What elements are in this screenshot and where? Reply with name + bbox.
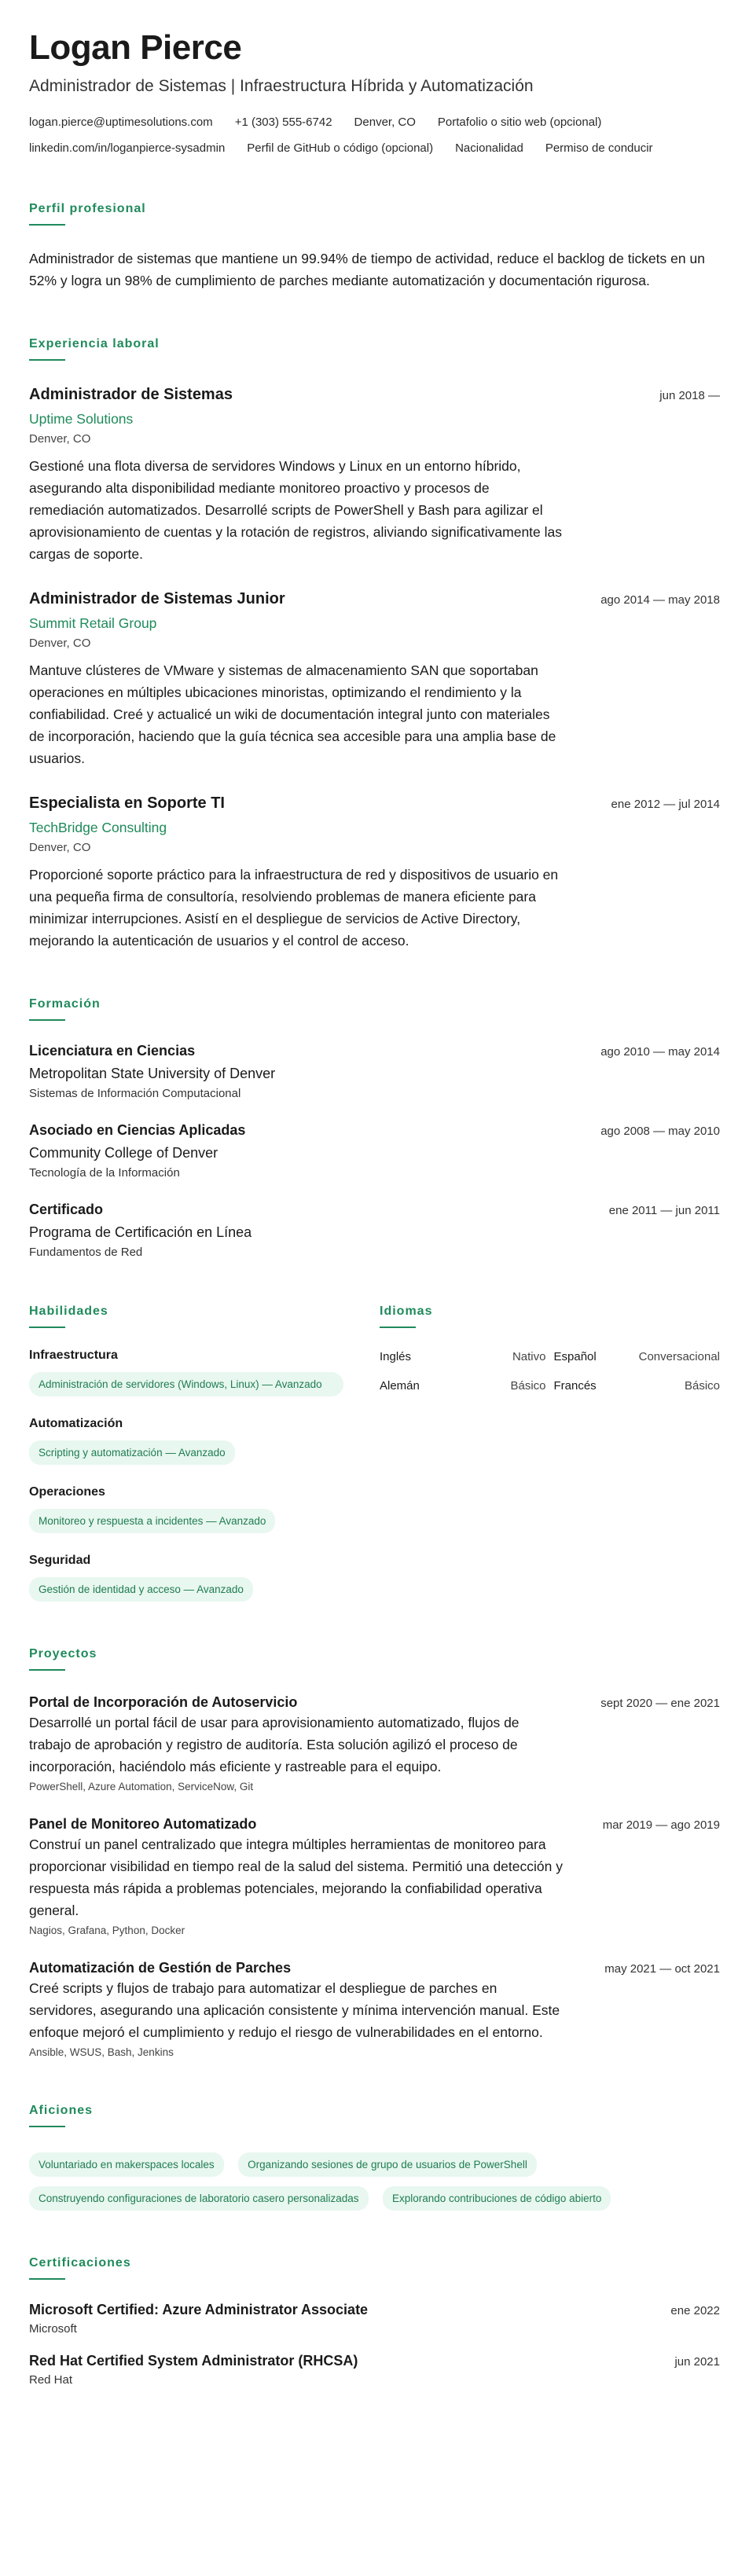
section-experience xyxy=(29,337,720,952)
hobby-pill: Organizando sesiones de grupo de usuarios de PowerShell xyxy=(238,2152,537,2177)
certification-issuer: Red Hat xyxy=(29,2373,73,2387)
language-level: Básico xyxy=(510,1379,546,1393)
job-title: Administrador de Sistemas Junior xyxy=(29,590,285,607)
project-title: Automatización de Gestión de Parches xyxy=(29,1960,292,1976)
project-tech: PowerShell, Azure Automation, ServiceNow, Git xyxy=(29,1781,254,1793)
language-name: Inglés xyxy=(380,1350,412,1363)
language-level: Básico xyxy=(684,1379,720,1393)
skill-pill: Administración de servidores (Windows, Linux) — Avanzado xyxy=(29,1372,343,1396)
section-hobbies xyxy=(29,2104,720,2211)
contact-github[interactable]: Perfil de GitHub o código (opcional) xyxy=(247,141,434,155)
section-divider xyxy=(29,359,65,361)
education-school: Metropolitan State University of Denver xyxy=(29,1066,276,1081)
certification-name: Red Hat Certified System Administrator (RHCSA) xyxy=(29,2353,358,2369)
job-company: Uptime Solutions xyxy=(29,411,134,427)
contact-nationality: Nacionalidad xyxy=(455,141,523,155)
section-divider xyxy=(29,224,65,226)
project-description: Creé scripts y flujos de trabajo para automatizar el despliegue de parches en servidores, asegurando una aplicación consistente y mínima intervención manual. Este enfoque mejoró el cumplimiento y redujo el riesgo de vulnerabilidades en el entorno. xyxy=(29,1980,560,2040)
section-languages xyxy=(380,1259,720,1602)
job-description: Proporcioné soporte práctico para la infraestructura de red y dispositivos de usuario en una pequeña firma de consultoría, resolviendo problemas de manera eficiente para minimizar interrupciones. Asistí en el despliegue de servicios de Active Directory, mejorando la autenticación de usuarios y el control de acceso. xyxy=(29,867,559,949)
job-location: Denver, CO xyxy=(29,841,91,854)
certification-entry xyxy=(29,2353,720,2387)
section-summary xyxy=(29,202,720,292)
section-title: Experiencia laboral xyxy=(29,337,160,350)
language-item xyxy=(380,1350,546,1363)
project-dates: sept 2020 — ene 2021 xyxy=(600,1697,720,1710)
project-description: Construí un panel centralizado que integra múltiples herramientas de monitoreo para proporcionar visibilidad en tiempo real de la salud del sistema. Permitió una detección y respuesta más rápida a problemas potenciales, mejorando la confiabilidad operativa general. xyxy=(29,1837,563,1918)
section-skills xyxy=(29,1259,351,1602)
job-title: Especialista en Soporte TI xyxy=(29,794,225,812)
project-entry xyxy=(29,1815,720,1936)
language-item xyxy=(554,1379,721,1393)
project-dates: mar 2019 — ago 2019 xyxy=(602,1818,720,1832)
job-company: TechBridge Consulting xyxy=(29,820,167,835)
job-dates: ago 2014 — may 2018 xyxy=(600,593,720,607)
contact-phone[interactable]: +1 (303) 555-6742 xyxy=(234,116,332,129)
section-certifications xyxy=(29,2256,720,2387)
section-divider xyxy=(29,1327,65,1328)
education-entry xyxy=(29,1200,720,1259)
language-level: Nativo xyxy=(512,1350,546,1363)
contact-portfolio[interactable]: Portafolio o sitio web (opcional) xyxy=(437,116,602,129)
education-dates: ene 2011 — jun 2011 xyxy=(608,1204,720,1217)
job-dates: jun 2018 — xyxy=(659,389,720,402)
education-school: Programa de Certificación en Línea xyxy=(29,1224,252,1240)
education-dates: ago 2010 — may 2014 xyxy=(600,1045,720,1059)
education-field: Tecnología de la Información xyxy=(29,1166,180,1180)
section-education xyxy=(29,997,720,1259)
header xyxy=(29,28,720,156)
section-divider xyxy=(29,2278,65,2280)
job-entry xyxy=(29,384,720,565)
section-title: Perfil profesional xyxy=(29,202,146,215)
contact-email[interactable]: logan.pierce@uptimesolutions.com xyxy=(29,116,213,129)
certification-date: ene 2022 xyxy=(670,2304,720,2317)
headline: Administrador de Sistemas | Infraestructura Híbrida y Automatización xyxy=(29,77,534,95)
education-entry xyxy=(29,1121,720,1180)
education-dates: ago 2008 — may 2010 xyxy=(600,1125,720,1138)
skill-pill: Scripting y automatización — Avanzado xyxy=(29,1440,235,1465)
section-divider xyxy=(29,1669,65,1671)
certification-issuer: Microsoft xyxy=(29,2322,77,2336)
skill-category: Operaciones xyxy=(29,1485,105,1499)
skill-group xyxy=(29,1554,351,1602)
education-school: Community College of Denver xyxy=(29,1145,218,1161)
hobby-pill: Voluntariado en makerspaces locales xyxy=(29,2152,224,2177)
language-name: Español xyxy=(553,1350,597,1363)
job-location: Denver, CO xyxy=(29,637,91,650)
language-item xyxy=(554,1350,721,1363)
project-title: Panel de Monitoreo Automatizado xyxy=(29,1816,257,1832)
section-title: Habilidades xyxy=(29,1305,108,1318)
skill-pill: Monitoreo y respuesta a incidentes — Avanzado xyxy=(29,1509,275,1533)
language-grid xyxy=(380,1350,720,1393)
project-tech: Nagios, Grafana, Python, Docker xyxy=(29,1925,185,1936)
certification-date: jun 2021 xyxy=(674,2355,720,2369)
skill-group xyxy=(29,1485,351,1533)
job-title: Administrador de Sistemas xyxy=(29,386,233,403)
skill-group xyxy=(29,1349,351,1396)
section-title: Formación xyxy=(29,997,101,1011)
section-divider xyxy=(29,2126,65,2127)
job-dates: ene 2012 — jul 2014 xyxy=(611,798,720,811)
hobby-list xyxy=(29,2143,720,2211)
job-location: Denver, CO xyxy=(29,432,91,446)
certification-name: Microsoft Certified: Azure Administrator Associate xyxy=(29,2302,369,2317)
project-dates: may 2021 — oct 2021 xyxy=(604,1962,720,1976)
education-entry xyxy=(29,1041,720,1100)
contact-list xyxy=(29,115,720,156)
certification-entry xyxy=(29,2302,720,2336)
hobby-pill: Explorando contribuciones de código abierto xyxy=(383,2186,611,2211)
section-title: Idiomas xyxy=(380,1305,433,1318)
contact-location: Denver, CO xyxy=(354,116,416,129)
section-title: Aficiones xyxy=(29,2104,94,2117)
project-entry xyxy=(29,1693,720,1793)
project-entry xyxy=(29,1958,720,2058)
skill-pill: Gestión de identidad y acceso — Avanzado xyxy=(29,1577,253,1602)
contact-linkedin[interactable]: linkedin.com/in/loganpierce-sysadmin xyxy=(29,141,226,155)
education-degree: Certificado xyxy=(29,1202,104,1217)
skill-group xyxy=(29,1417,351,1465)
section-title: Proyectos xyxy=(29,1647,97,1660)
summary-text: Administrador de sistemas que mantiene un 99.94% de tiempo de actividad, reduce el backlog de tickets en un 52% y logra un 98% de cumplimiento de parches mediante automatización y documentación rigurosa. xyxy=(29,251,705,288)
hobby-pill: Construyendo configuraciones de laboratorio casero personalizadas xyxy=(29,2186,369,2211)
job-description: Gestioné una flota diversa de servidores Windows y Linux en un entorno híbrido, asegurando alta disponibilidad mediante monitoreo proactivo y procesos de remediación automatizados. Desarrollé scripts de PowerShell y Bash para agilizar el aprovisionamiento de cuentas y la rotación de registros, aliviando significativamente las cargas de soporte. xyxy=(29,458,563,562)
skills-languages-row xyxy=(29,1259,720,1602)
education-degree: Asociado en Ciencias Aplicadas xyxy=(29,1122,246,1138)
skill-category: Infraestructura xyxy=(29,1349,118,1362)
contact-driving-license: Permiso de conducir xyxy=(545,141,653,155)
section-divider xyxy=(29,1019,65,1021)
language-name: Alemán xyxy=(380,1379,420,1393)
job-entry xyxy=(29,589,720,769)
section-projects xyxy=(29,1647,720,2058)
job-description: Mantuve clústeres de VMware y sistemas de almacenamiento SAN que soportaban operaciones en múltiples ubicaciones minoristas, optimizando el rendimiento y la confiabilidad. Creé y actualicé un wiki de documentación integral junto con materiales de incorporación, haciendo que la guía técnica sea accesible para una amplia base de usuarios. xyxy=(29,662,556,766)
language-item xyxy=(380,1379,546,1393)
education-field: Sistemas de Información Computacional xyxy=(29,1087,241,1100)
section-divider xyxy=(380,1327,416,1328)
project-title: Portal de Incorporación de Autoservicio xyxy=(29,1694,298,1710)
education-field: Fundamentos de Red xyxy=(29,1246,143,1259)
language-name: Francés xyxy=(553,1379,597,1393)
project-description: Desarrollé un portal fácil de usar para aprovisionamiento automatizado, flujos de trabajo de aprobación y registro de auditoría. Esta solución agilizó el proceso de incorporación, haciéndolo más eficiente y rastreable para el equipo. xyxy=(29,1715,520,1774)
skill-category: Automatización xyxy=(29,1417,123,1430)
job-entry xyxy=(29,793,720,952)
skill-category: Seguridad xyxy=(29,1554,91,1567)
education-degree: Licenciatura en Ciencias xyxy=(29,1043,196,1059)
language-level: Conversacional xyxy=(638,1350,720,1363)
candidate-name: Logan Pierce xyxy=(29,28,242,67)
project-tech: Ansible, WSUS, Bash, Jenkins xyxy=(29,2046,174,2058)
job-company: Summit Retail Group xyxy=(29,615,157,631)
section-title: Certificaciones xyxy=(29,2256,131,2270)
